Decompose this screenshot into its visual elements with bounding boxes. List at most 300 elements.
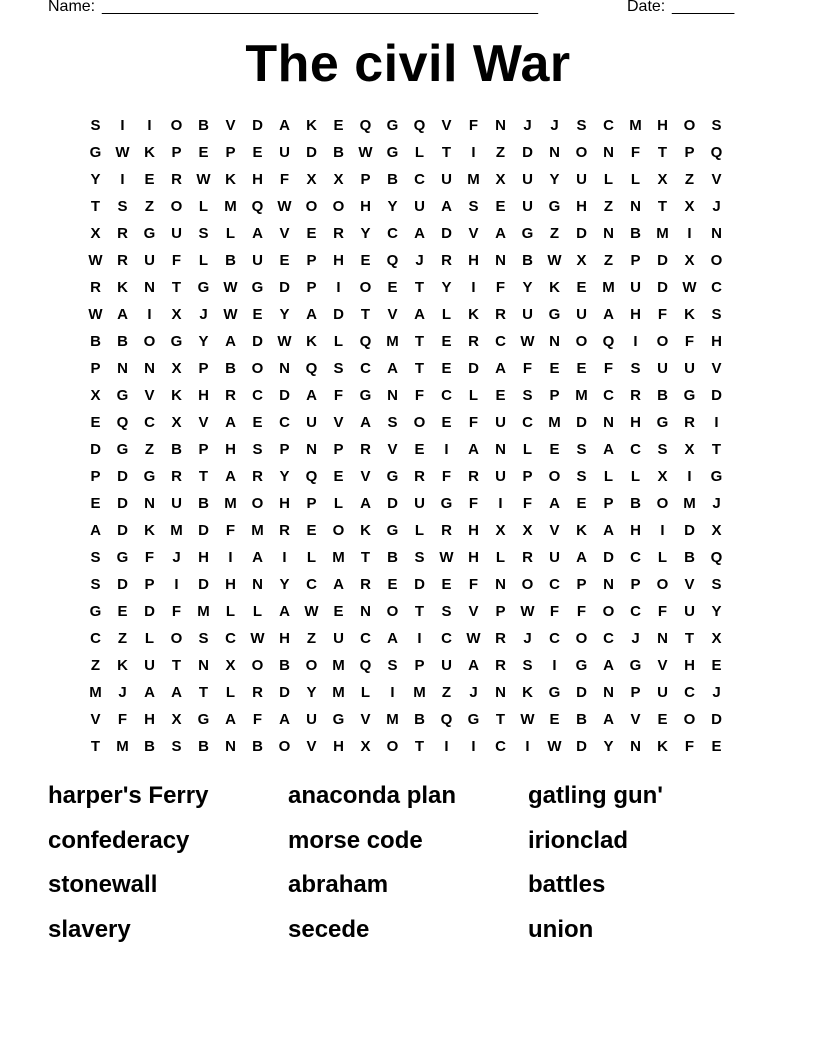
grid-letter[interactable]: T xyxy=(657,198,668,215)
grid-letter[interactable]: R xyxy=(495,306,506,323)
grid-letter[interactable]: D xyxy=(522,144,533,161)
grid-letter[interactable]: S xyxy=(198,630,209,647)
grid-letter[interactable]: V xyxy=(684,576,695,593)
grid-letter[interactable]: A xyxy=(252,225,263,242)
grid-letter[interactable]: T xyxy=(657,144,668,161)
grid-letter[interactable]: M xyxy=(629,117,642,134)
grid-letter[interactable]: S xyxy=(522,657,533,674)
grid-letter[interactable]: A xyxy=(414,306,425,323)
grid-letter[interactable]: R xyxy=(252,468,263,485)
grid-letter[interactable]: E xyxy=(360,252,371,269)
grid-letter[interactable]: J xyxy=(712,198,721,215)
grid-letter[interactable]: D xyxy=(90,441,101,458)
grid-letter[interactable]: H xyxy=(279,495,290,512)
grid-letter[interactable]: D xyxy=(252,117,263,134)
grid-letter[interactable]: M xyxy=(683,495,696,512)
grid-letter[interactable]: S xyxy=(171,738,182,755)
grid-letter[interactable]: G xyxy=(548,684,561,701)
grid-letter[interactable]: A xyxy=(495,225,506,242)
grid-letter[interactable]: B xyxy=(171,441,182,458)
grid-letter[interactable]: T xyxy=(684,630,695,647)
grid-letter[interactable]: S xyxy=(576,468,587,485)
grid-letter[interactable]: E xyxy=(657,711,668,728)
grid-letter[interactable]: Q xyxy=(305,468,318,485)
grid-letter[interactable]: E xyxy=(198,144,209,161)
grid-letter[interactable]: O xyxy=(656,333,669,350)
grid-letter[interactable]: U xyxy=(171,495,182,512)
grid-letter[interactable]: W xyxy=(304,603,319,620)
grid-letter[interactable]: R xyxy=(684,414,695,431)
grid-letter[interactable]: G xyxy=(440,495,453,512)
grid-letter[interactable]: C xyxy=(90,630,101,647)
grid-letter[interactable]: I xyxy=(390,684,395,701)
grid-letter[interactable]: S xyxy=(252,441,263,458)
grid-letter[interactable]: T xyxy=(360,306,371,323)
grid-letter[interactable]: O xyxy=(305,198,318,215)
grid-letter[interactable]: J xyxy=(118,684,127,701)
grid-letter[interactable]: H xyxy=(576,198,587,215)
grid-letter[interactable]: G xyxy=(197,279,210,296)
grid-letter[interactable]: E xyxy=(441,360,452,377)
grid-letter[interactable]: P xyxy=(306,495,317,512)
grid-letter[interactable]: U xyxy=(252,252,263,269)
grid-letter[interactable]: O xyxy=(575,333,588,350)
grid-letter[interactable]: S xyxy=(576,441,587,458)
grid-letter[interactable]: U xyxy=(549,549,560,566)
grid-letter[interactable]: Q xyxy=(386,252,399,269)
grid-letter[interactable]: W xyxy=(466,630,481,647)
grid-letter[interactable]: E xyxy=(144,171,155,188)
grid-letter[interactable]: Z xyxy=(144,441,155,458)
grid-letter[interactable]: F xyxy=(630,144,641,161)
grid-letter[interactable]: D xyxy=(603,549,614,566)
grid-letter[interactable]: E xyxy=(549,360,560,377)
grid-letter[interactable]: T xyxy=(90,198,101,215)
grid-letter[interactable]: M xyxy=(332,684,345,701)
grid-letter[interactable]: A xyxy=(549,495,560,512)
grid-letter[interactable]: C xyxy=(549,576,560,593)
grid-letter[interactable]: R xyxy=(522,549,533,566)
grid-letter[interactable]: Y xyxy=(360,225,371,242)
grid-letter[interactable]: K xyxy=(144,144,155,161)
grid-letter[interactable]: P xyxy=(198,360,209,377)
grid-letter[interactable]: K xyxy=(522,684,533,701)
grid-letter[interactable]: C xyxy=(603,117,614,134)
grid-letter[interactable]: E xyxy=(387,576,398,593)
grid-letter[interactable]: E xyxy=(441,414,452,431)
grid-letter[interactable]: H xyxy=(144,711,155,728)
grid-letter[interactable]: E xyxy=(549,441,560,458)
grid-letter[interactable]: S xyxy=(90,549,101,566)
grid-letter[interactable]: T xyxy=(360,549,371,566)
grid-letter[interactable]: V xyxy=(333,414,344,431)
grid-letter[interactable]: N xyxy=(549,333,560,350)
grid-letter[interactable]: K xyxy=(549,279,560,296)
grid-letter[interactable]: E xyxy=(495,387,506,404)
grid-letter[interactable]: Q xyxy=(305,360,318,377)
grid-letter[interactable]: W xyxy=(88,252,103,269)
grid-letter[interactable]: R xyxy=(90,279,101,296)
grid-letter[interactable]: W xyxy=(223,306,238,323)
grid-letter[interactable]: E xyxy=(306,225,317,242)
grid-letter[interactable]: W xyxy=(520,333,535,350)
grid-letter[interactable]: O xyxy=(143,333,156,350)
grid-letter[interactable]: I xyxy=(444,441,449,458)
grid-letter[interactable]: M xyxy=(575,387,588,404)
grid-letter[interactable]: V xyxy=(144,387,155,404)
grid-letter[interactable]: P xyxy=(279,441,290,458)
grid-letter[interactable]: B xyxy=(684,549,695,566)
grid-letter[interactable]: U xyxy=(279,144,290,161)
grid-letter[interactable]: X xyxy=(360,738,371,755)
grid-letter[interactable]: P xyxy=(495,603,506,620)
grid-letter[interactable]: X xyxy=(171,306,182,323)
grid-letter[interactable]: Y xyxy=(198,333,209,350)
grid-letter[interactable]: P xyxy=(333,441,344,458)
grid-letter[interactable]: C xyxy=(630,441,641,458)
grid-letter[interactable]: C xyxy=(306,576,317,593)
grid-letter[interactable]: S xyxy=(441,603,452,620)
grid-letter[interactable]: S xyxy=(711,576,722,593)
grid-letter[interactable]: O xyxy=(251,360,264,377)
grid-letter[interactable]: V xyxy=(441,117,452,134)
grid-letter[interactable]: L xyxy=(495,549,506,566)
grid-letter[interactable]: F xyxy=(522,360,533,377)
grid-letter[interactable]: Y xyxy=(279,576,290,593)
grid-letter[interactable]: I xyxy=(417,630,422,647)
grid-letter[interactable]: H xyxy=(360,198,371,215)
grid-letter[interactable]: N xyxy=(495,117,506,134)
grid-letter[interactable]: U xyxy=(522,306,533,323)
grid-letter[interactable]: P xyxy=(630,684,641,701)
grid-letter[interactable]: H xyxy=(333,252,344,269)
grid-letter[interactable]: A xyxy=(468,657,479,674)
grid-letter[interactable]: G xyxy=(143,468,156,485)
grid-letter[interactable]: I xyxy=(282,549,287,566)
grid-letter[interactable]: Z xyxy=(117,630,128,647)
grid-letter[interactable]: L xyxy=(657,549,668,566)
grid-letter[interactable]: G xyxy=(386,468,399,485)
grid-letter[interactable]: G xyxy=(656,414,669,431)
grid-letter[interactable]: S xyxy=(711,306,722,323)
grid-letter[interactable]: I xyxy=(525,738,530,755)
grid-letter[interactable]: C xyxy=(711,279,722,296)
grid-letter[interactable]: S xyxy=(387,657,398,674)
grid-letter[interactable]: M xyxy=(332,549,345,566)
grid-letter[interactable]: E xyxy=(576,360,587,377)
grid-letter[interactable]: G xyxy=(143,225,156,242)
grid-letter[interactable]: M xyxy=(386,333,399,350)
grid-letter[interactable]: J xyxy=(523,117,532,134)
grid-letter[interactable]: R xyxy=(360,441,371,458)
grid-letter[interactable]: X xyxy=(495,522,506,539)
grid-letter[interactable]: D xyxy=(387,495,398,512)
grid-letter[interactable]: F xyxy=(522,495,533,512)
grid-letter[interactable]: E xyxy=(549,711,560,728)
grid-letter[interactable]: V xyxy=(549,522,560,539)
grid-letter[interactable]: W xyxy=(223,279,238,296)
grid-letter[interactable]: W xyxy=(520,603,535,620)
grid-letter[interactable]: Y xyxy=(549,171,560,188)
grid-letter[interactable]: Y xyxy=(90,171,101,188)
grid-letter[interactable]: H xyxy=(333,738,344,755)
grid-letter[interactable]: S xyxy=(657,441,668,458)
grid-letter[interactable]: L xyxy=(630,171,641,188)
grid-letter[interactable]: Y xyxy=(387,198,398,215)
grid-letter[interactable]: O xyxy=(710,252,723,269)
grid-letter[interactable]: D xyxy=(117,576,128,593)
grid-letter[interactable]: A xyxy=(225,468,236,485)
grid-letter[interactable]: E xyxy=(495,198,506,215)
grid-letter[interactable]: S xyxy=(711,117,722,134)
grid-letter[interactable]: C xyxy=(630,603,641,620)
grid-letter[interactable]: I xyxy=(687,468,692,485)
grid-letter[interactable]: B xyxy=(279,657,290,674)
grid-letter[interactable]: G xyxy=(548,198,561,215)
grid-letter[interactable]: A xyxy=(225,711,236,728)
grid-letter[interactable]: I xyxy=(336,279,341,296)
grid-letter[interactable]: G xyxy=(116,441,129,458)
grid-letter[interactable]: R xyxy=(441,522,452,539)
grid-letter[interactable]: V xyxy=(279,225,290,242)
grid-letter[interactable]: A xyxy=(603,306,614,323)
grid-letter[interactable]: X xyxy=(711,522,722,539)
grid-letter[interactable]: I xyxy=(471,279,476,296)
grid-letter[interactable]: D xyxy=(576,225,587,242)
grid-letter[interactable]: C xyxy=(414,171,425,188)
grid-letter[interactable]: M xyxy=(386,711,399,728)
grid-letter[interactable]: U xyxy=(657,360,668,377)
grid-letter[interactable]: H xyxy=(468,549,479,566)
grid-letter[interactable]: A xyxy=(225,333,236,350)
grid-letter[interactable]: V xyxy=(360,711,371,728)
grid-letter[interactable]: L xyxy=(225,603,236,620)
grid-letter[interactable]: D xyxy=(468,360,479,377)
grid-letter[interactable]: X xyxy=(711,630,722,647)
grid-letter[interactable]: A xyxy=(576,549,587,566)
grid-letter[interactable]: R xyxy=(495,630,506,647)
grid-letter[interactable]: G xyxy=(89,144,102,161)
grid-letter[interactable]: W xyxy=(88,306,103,323)
grid-letter[interactable]: I xyxy=(120,117,125,134)
grid-letter[interactable]: V xyxy=(387,441,398,458)
grid-letter[interactable]: D xyxy=(576,684,587,701)
grid-letter[interactable]: V xyxy=(657,657,668,674)
grid-letter[interactable]: T xyxy=(198,684,209,701)
grid-letter[interactable]: X xyxy=(306,171,317,188)
grid-letter[interactable]: Z xyxy=(90,657,101,674)
grid-letter[interactable]: K xyxy=(468,306,479,323)
grid-letter[interactable]: R xyxy=(252,684,263,701)
grid-letter[interactable]: Q xyxy=(359,333,372,350)
grid-letter[interactable]: M xyxy=(656,225,669,242)
grid-letter[interactable]: G xyxy=(683,387,696,404)
grid-letter[interactable]: N xyxy=(603,684,614,701)
grid-letter[interactable]: S xyxy=(90,576,101,593)
grid-letter[interactable]: X xyxy=(495,171,506,188)
grid-letter[interactable]: E xyxy=(90,414,101,431)
grid-letter[interactable]: F xyxy=(684,738,695,755)
grid-letter[interactable]: J xyxy=(172,549,181,566)
grid-letter[interactable]: F xyxy=(657,306,668,323)
grid-letter[interactable]: L xyxy=(225,225,236,242)
grid-letter[interactable]: F xyxy=(171,603,182,620)
grid-letter[interactable]: B xyxy=(144,738,155,755)
grid-letter[interactable]: E xyxy=(306,522,317,539)
grid-letter[interactable]: U xyxy=(414,495,425,512)
grid-letter[interactable]: R xyxy=(171,468,182,485)
grid-letter[interactable]: R xyxy=(225,387,236,404)
grid-letter[interactable]: N xyxy=(549,144,560,161)
grid-letter[interactable]: Q xyxy=(116,414,129,431)
grid-letter[interactable]: W xyxy=(547,252,562,269)
grid-letter[interactable]: Z xyxy=(684,171,695,188)
grid-letter[interactable]: X xyxy=(90,225,101,242)
grid-letter[interactable]: R xyxy=(495,657,506,674)
grid-letter[interactable]: F xyxy=(225,522,236,539)
grid-letter[interactable]: L xyxy=(333,495,344,512)
grid-letter[interactable]: U xyxy=(441,657,452,674)
grid-letter[interactable]: T xyxy=(711,441,722,458)
grid-letter[interactable]: G xyxy=(629,657,642,674)
grid-letter[interactable]: O xyxy=(575,144,588,161)
grid-letter[interactable]: K xyxy=(306,333,317,350)
grid-letter[interactable]: K xyxy=(117,657,128,674)
grid-letter[interactable]: L xyxy=(144,630,155,647)
grid-letter[interactable]: P xyxy=(360,171,371,188)
grid-letter[interactable]: O xyxy=(386,738,399,755)
grid-letter[interactable]: F xyxy=(495,279,506,296)
grid-letter[interactable]: A xyxy=(306,387,317,404)
grid-letter[interactable]: D xyxy=(252,333,263,350)
grid-letter[interactable]: W xyxy=(115,144,130,161)
grid-letter[interactable]: O xyxy=(170,198,183,215)
grid-letter[interactable]: V xyxy=(306,738,317,755)
grid-letter[interactable]: Z xyxy=(603,252,614,269)
grid-letter[interactable]: A xyxy=(441,198,452,215)
grid-letter[interactable]: C xyxy=(360,360,371,377)
grid-letter[interactable]: O xyxy=(413,414,426,431)
grid-letter[interactable]: N xyxy=(630,738,641,755)
grid-letter[interactable]: Q xyxy=(251,198,264,215)
grid-letter[interactable]: V xyxy=(711,171,722,188)
grid-letter[interactable]: H xyxy=(468,252,479,269)
grid-letter[interactable]: G xyxy=(386,117,399,134)
grid-letter[interactable]: N xyxy=(252,576,263,593)
grid-letter[interactable]: N xyxy=(360,603,371,620)
grid-letter[interactable]: U xyxy=(144,252,155,269)
grid-letter[interactable]: O xyxy=(575,630,588,647)
grid-letter[interactable]: M xyxy=(89,684,102,701)
grid-letter[interactable]: B xyxy=(225,360,236,377)
grid-letter[interactable]: C xyxy=(279,414,290,431)
grid-letter[interactable]: F xyxy=(576,603,587,620)
grid-letter[interactable]: A xyxy=(360,414,371,431)
grid-letter[interactable]: N xyxy=(630,198,641,215)
grid-letter[interactable]: D xyxy=(441,225,452,242)
grid-letter[interactable]: A xyxy=(279,603,290,620)
grid-letter[interactable]: O xyxy=(251,657,264,674)
grid-letter[interactable]: C xyxy=(360,630,371,647)
grid-letter[interactable]: U xyxy=(306,414,317,431)
grid-letter[interactable]: T xyxy=(495,711,506,728)
grid-letter[interactable]: S xyxy=(468,198,479,215)
grid-letter[interactable]: J xyxy=(523,630,532,647)
grid-letter[interactable]: P xyxy=(225,144,236,161)
grid-letter[interactable]: K xyxy=(144,522,155,539)
grid-letter[interactable]: D xyxy=(117,522,128,539)
grid-letter[interactable]: X xyxy=(684,252,695,269)
grid-letter[interactable]: Z xyxy=(306,630,317,647)
grid-letter[interactable]: D xyxy=(657,279,668,296)
grid-letter[interactable]: P xyxy=(306,279,317,296)
grid-letter[interactable]: N xyxy=(387,387,398,404)
grid-letter[interactable]: P xyxy=(90,360,101,377)
grid-letter[interactable]: H xyxy=(225,576,236,593)
grid-letter[interactable]: I xyxy=(471,738,476,755)
grid-letter[interactable]: X xyxy=(684,441,695,458)
grid-letter[interactable]: N xyxy=(225,738,236,755)
grid-letter[interactable]: O xyxy=(656,495,669,512)
grid-letter[interactable]: G xyxy=(251,279,264,296)
grid-letter[interactable]: B xyxy=(198,117,209,134)
grid-letter[interactable]: V xyxy=(360,468,371,485)
grid-letter[interactable]: V xyxy=(711,360,722,377)
grid-letter[interactable]: R xyxy=(630,387,641,404)
grid-letter[interactable]: F xyxy=(468,576,479,593)
grid-letter[interactable]: I xyxy=(120,171,125,188)
grid-letter[interactable]: Y xyxy=(279,468,290,485)
grid-letter[interactable]: B xyxy=(414,711,425,728)
grid-letter[interactable]: I xyxy=(147,306,152,323)
grid-letter[interactable]: H xyxy=(711,333,722,350)
grid-letter[interactable]: A xyxy=(252,549,263,566)
grid-letter[interactable]: D xyxy=(576,414,587,431)
grid-letter[interactable]: X xyxy=(171,711,182,728)
grid-letter[interactable]: B xyxy=(387,171,398,188)
grid-letter[interactable]: H xyxy=(252,171,263,188)
grid-letter[interactable]: A xyxy=(117,306,128,323)
grid-letter[interactable]: F xyxy=(279,171,290,188)
grid-letter[interactable]: J xyxy=(199,306,208,323)
grid-letter[interactable]: I xyxy=(633,333,638,350)
grid-letter[interactable]: N xyxy=(495,252,506,269)
grid-letter[interactable]: H xyxy=(684,657,695,674)
grid-letter[interactable]: S xyxy=(576,117,587,134)
grid-letter[interactable]: C xyxy=(549,630,560,647)
grid-letter[interactable]: H xyxy=(630,414,641,431)
grid-letter[interactable]: P xyxy=(198,441,209,458)
grid-letter[interactable]: O xyxy=(251,495,264,512)
grid-letter[interactable]: C xyxy=(522,414,533,431)
grid-letter[interactable]: T xyxy=(414,360,425,377)
grid-letter[interactable]: U xyxy=(657,684,668,701)
grid-letter[interactable]: N xyxy=(144,495,155,512)
grid-letter[interactable]: R xyxy=(468,468,479,485)
grid-letter[interactable]: J xyxy=(469,684,478,701)
grid-letter[interactable]: S xyxy=(90,117,101,134)
grid-letter[interactable]: U xyxy=(495,468,506,485)
grid-letter[interactable]: U xyxy=(306,711,317,728)
grid-letter[interactable]: H xyxy=(225,441,236,458)
grid-letter[interactable]: O xyxy=(359,279,372,296)
grid-letter[interactable]: G xyxy=(89,603,102,620)
grid-letter[interactable]: T xyxy=(414,333,425,350)
grid-letter[interactable]: Q xyxy=(710,144,723,161)
grid-letter[interactable]: A xyxy=(279,117,290,134)
grid-letter[interactable]: H xyxy=(198,387,209,404)
grid-letter[interactable]: A xyxy=(306,306,317,323)
